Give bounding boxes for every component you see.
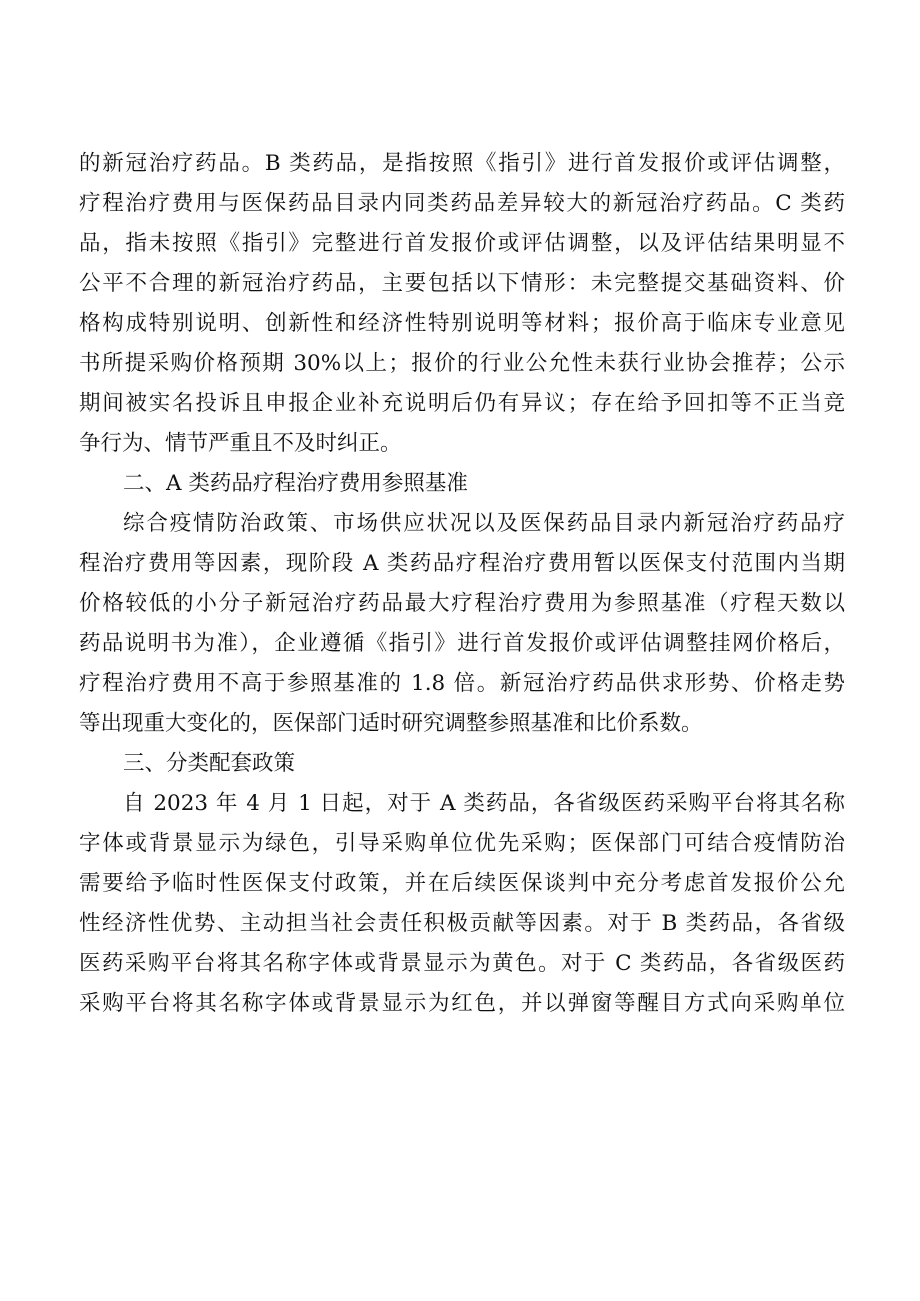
paragraph-line: 疗程治疗费用不高于参照基准的 1.8 倍。新冠治疗药品供求形势、价格走势	[79, 671, 845, 696]
paragraph-line: 性经济性优势、主动担当社会责任积极贡献等因素。对于 B 类药品，各省级	[79, 911, 845, 936]
paragraph-line: 字体或背景显示为绿色，引导采购单位优先采购；医保部门可结合疫情防治	[79, 831, 845, 856]
section-heading: 三、分类配套政策	[123, 751, 296, 776]
paragraph-line: 综合疫情防治政策、市场供应状况以及医保药品目录内新冠治疗药品疗	[123, 511, 845, 536]
paragraph-line: 期间被实名投诉且申报企业补充说明后仍有异议；存在给予回扣等不正当竞	[79, 391, 845, 416]
paragraph-line: 的新冠治疗药品。B 类药品，是指按照《指引》进行首发报价或评估调整，	[79, 151, 845, 176]
paragraph-line: 品，指未按照《指引》完整进行首发报价或评估调整，以及评估结果明显不	[79, 231, 845, 256]
paragraph-line: 程治疗费用等因素，现阶段 A 类药品疗程治疗费用暂以医保支付范围内当期	[79, 551, 845, 576]
paragraph-line: 药品说明书为准），企业遵循《指引》进行首发报价或评估调整挂网价格后，	[79, 631, 845, 656]
paragraph-line: 自 2023 年 4 月 1 日起，对于 A 类药品，各省级医药采购平台将其名称	[123, 791, 845, 816]
paragraph-line: 价格较低的小分子新冠治疗药品最大疗程治疗费用为参照基准（疗程天数以	[79, 591, 845, 616]
section-heading: 二、A 类药品疗程治疗费用参照基准	[123, 471, 468, 496]
paragraph-line: 疗程治疗费用与医保药品目录内同类药品差异较大的新冠治疗药品。C 类药	[79, 191, 845, 216]
paragraph-line: 格构成特别说明、创新性和经济性特别说明等材料；报价高于临床专业意见	[79, 311, 845, 336]
paragraph-line: 采购平台将其名称字体或背景显示为红色，并以弹窗等醒目方式向采购单位	[79, 991, 845, 1016]
paragraph-line: 需要给予临时性医保支付政策，并在后续医保谈判中充分考虑首发报价公允	[79, 871, 845, 896]
paragraph-line: 等出现重大变化的，医保部门适时研究调整参照基准和比价系数。	[79, 711, 703, 736]
document-body	[79, 144, 845, 1024]
paragraph-line: 书所提采购价格预期 30%以上；报价的行业公允性未获行业协会推荐；公示	[79, 351, 845, 376]
paragraph-line: 争行为、情节严重且不及时纠正。	[79, 431, 402, 456]
paragraph-line: 医药采购平台将其名称字体或背景显示为黄色。对于 C 类药品，各省级医药	[79, 951, 845, 976]
paragraph-line: 公平不合理的新冠治疗药品，主要包括以下情形：未完整提交基础资料、价	[79, 271, 845, 296]
